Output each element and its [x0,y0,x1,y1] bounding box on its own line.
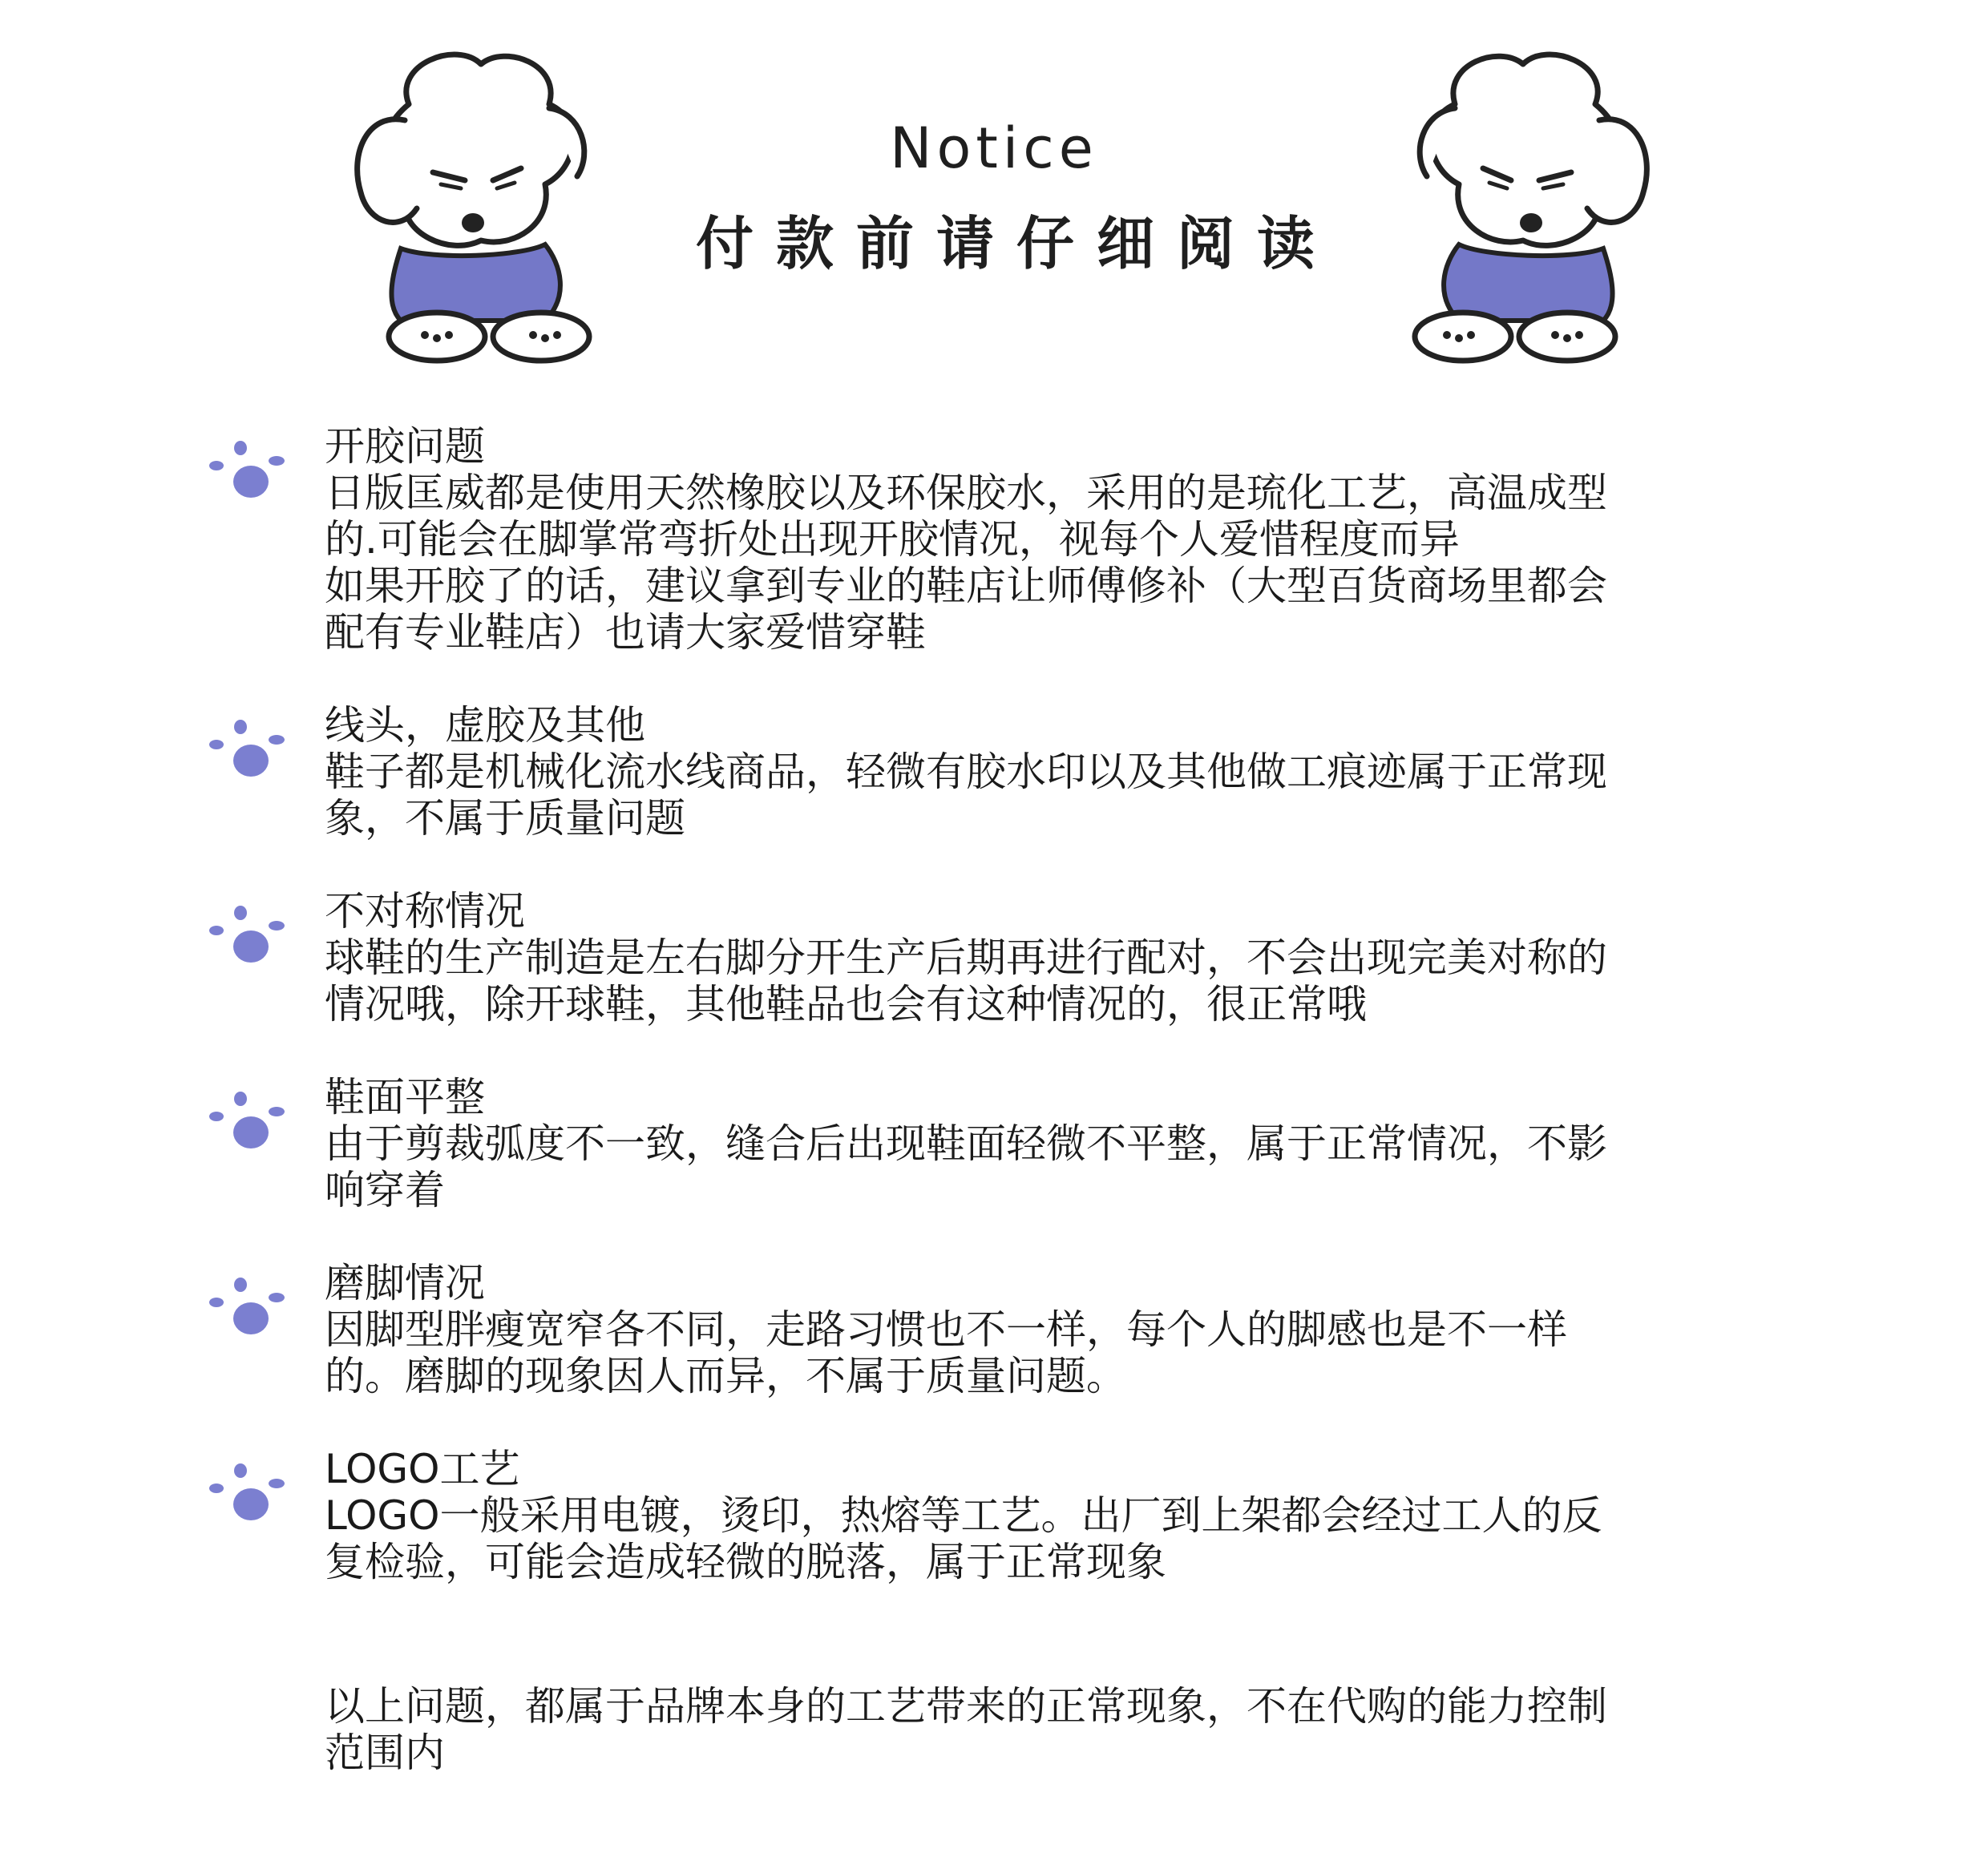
section-line: 复检验，可能会造成轻微的脱落，属于正常现象 [325,1539,1166,1585]
section-line: 如果开胶了的话，建议拿到专业的鞋店让师傅修补（大型百货商场里都会 [325,563,1607,609]
section-text [325,888,1768,1027]
section-line: 象，不属于质量问题 [325,795,685,842]
footer-line: 范围内 [325,1730,445,1776]
section-text [325,1446,1768,1585]
section-line: 由于剪裁弧度不一致，缝合后出现鞋面轻微不平整，属于正常情况，不影 [325,1120,1607,1167]
section-line: 鞋子都是机械化流水线商品，轻微有胶水印以及其他做工痕迹属于正常现 [325,749,1607,795]
section-title: 不对称情况 [325,888,525,934]
dog-mascot-icon [1363,32,1699,369]
section-line: 响穿着 [325,1167,445,1213]
paw-print-icon [204,1458,293,1530]
section-line: 的。磨脚的现象因人而异，不属于质量问题。 [325,1353,1126,1399]
paw-print-icon [204,900,293,972]
section-text [325,423,1768,656]
section-line: 配有专业鞋店）也请大家爱惜穿鞋 [325,609,926,656]
footer-line: 以上问题，都属于品牌本身的工艺带来的正常现象，不在代购的能力控制 [325,1683,1607,1730]
paw-print-icon [204,1272,293,1344]
section-title: 线头，虚胶及其他 [325,702,645,749]
section-title: 磨脚情况 [325,1260,485,1306]
section-title: 鞋面平整 [325,1074,485,1120]
section-title: 开胶问题 [325,423,485,470]
section-line: 的.可能会在脚掌常弯折处出现开胶情况，视每个人爱惜程度而异 [325,516,1460,563]
section-line: 球鞋的生产制造是左右脚分开生产后期再进行配对，不会出现完美对称的 [325,934,1607,981]
paw-print-icon [204,714,293,786]
section-line: 日版匡威都是使用天然橡胶以及环保胶水，采用的是琉化工艺，高温成型 [325,470,1607,516]
section-title: LOGO工艺 [325,1446,520,1492]
dog-mascot-icon [305,32,641,369]
section-text [325,702,1768,842]
paw-print-icon [204,1086,293,1158]
paw-print-icon [204,435,293,507]
notice-header [0,0,1988,377]
notice-title-cn: 付款前请仔细阅读 [695,210,1337,277]
section-line: 因脚型胖瘦宽窄各不同，走路习惯也不一样，每个人的脚感也是不一样 [325,1306,1567,1353]
notice-footer [325,1683,1768,1776]
section-text [325,1260,1768,1399]
notice-title-en: Notice [890,115,1098,181]
section-text [325,1074,1768,1213]
section-line: 情况哦，除开球鞋，其他鞋品也会有这种情况的，很正常哦 [325,981,1367,1027]
section-line: LOGO一般采用电镀，烫印，热熔等工艺。出厂到上架都会经过工人的反 [325,1492,1602,1539]
